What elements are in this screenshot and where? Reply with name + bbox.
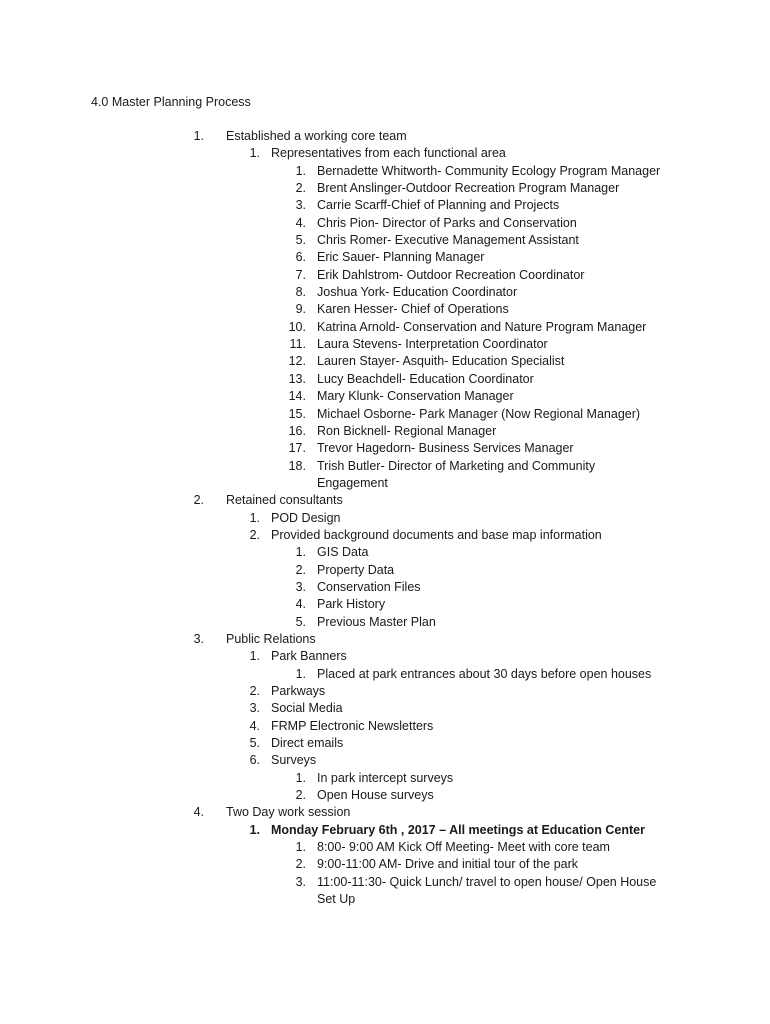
outline-item-text: Ron Bicknell- Regional Manager bbox=[317, 423, 497, 438]
outline-item-number: 6. bbox=[295, 250, 306, 265]
outline-item-number: 5. bbox=[249, 736, 260, 751]
outline-item-number: 7. bbox=[295, 267, 306, 282]
outline-item-text: Lucy Beachdell- Education Coordinator bbox=[317, 371, 534, 386]
outline-item-level-3 bbox=[0, 475, 770, 492]
outline-item-level-3 bbox=[0, 666, 770, 683]
outline-item-text: Representatives from each functional area bbox=[271, 146, 506, 161]
outline-item-text: Social Media bbox=[271, 701, 343, 716]
outline-item-level-3 bbox=[0, 544, 770, 561]
outline-item-number: 1. bbox=[249, 649, 260, 664]
outline-item-text: Trevor Hagedorn- Business Services Manager bbox=[317, 441, 574, 456]
outline-item-text: Two Day work session bbox=[226, 805, 351, 820]
outline-item-number: 1. bbox=[249, 510, 260, 525]
outline-item-number: 11. bbox=[289, 337, 306, 352]
outline-item-level-3 bbox=[0, 787, 770, 804]
outline-item-level-1 bbox=[0, 492, 770, 509]
outline-item-level-3 bbox=[0, 267, 770, 284]
outline-item-text: Provided background documents and base map information bbox=[271, 527, 602, 542]
outline-item-text: Trish Butler- Director of Marketing and Community bbox=[317, 458, 596, 473]
outline-item-level-3 bbox=[0, 215, 770, 232]
outline-item-number: 18. bbox=[288, 458, 306, 473]
outline-item-text: 11:00-11:30- Quick Lunch/ travel to open house/ Open House bbox=[317, 874, 657, 889]
outline-item-level-3 bbox=[0, 770, 770, 787]
outline-item-number: 4. bbox=[295, 215, 306, 230]
outline-item-level-3 bbox=[0, 596, 770, 613]
outline-item-text: Park History bbox=[317, 597, 386, 612]
outline-item-text: Placed at park entrances about 30 days before open houses bbox=[317, 666, 652, 681]
outline-item-number: 2. bbox=[295, 857, 306, 872]
outline-item-text: Eric Sauer- Planning Manager bbox=[317, 250, 485, 265]
outline-item-level-3 bbox=[0, 197, 770, 214]
outline-item-text: Bernadette Whitworth- Community Ecology Program Manager bbox=[317, 163, 661, 178]
outline-item-level-3 bbox=[0, 388, 770, 405]
outline-item-number: 1. bbox=[193, 129, 204, 143]
outline-item-text: Open House surveys bbox=[317, 788, 434, 803]
outline-item-level-3 bbox=[0, 856, 770, 873]
outline-item-level-3 bbox=[0, 614, 770, 631]
outline-item-level-1 bbox=[0, 128, 770, 145]
outline-item-number: 1. bbox=[249, 146, 260, 161]
outline-item-text: POD Design bbox=[271, 510, 341, 525]
outline-item-text: Karen Hesser- Chief of Operations bbox=[317, 302, 509, 317]
outline-item-text: Lauren Stayer- Asquith- Education Specialist bbox=[317, 354, 565, 369]
outline-item-text: Engagement bbox=[317, 475, 388, 490]
outline-item-number: 1. bbox=[295, 163, 306, 178]
outline-item-number: 2. bbox=[249, 527, 260, 542]
outline-item-number: 2. bbox=[295, 181, 306, 196]
outline-item-level-2 bbox=[0, 718, 770, 735]
outline-item-level-3 bbox=[0, 874, 770, 891]
outline-item-text: In park intercept surveys bbox=[317, 770, 454, 785]
outline-item-number: 4. bbox=[193, 805, 204, 820]
outline-item-number: 3. bbox=[295, 874, 306, 889]
outline-item-number: 3. bbox=[295, 198, 306, 213]
outline-item-number: 3. bbox=[295, 579, 306, 594]
outline-item-number: 4. bbox=[295, 597, 306, 612]
outline-item-text: 8:00- 9:00 AM Kick Off Meeting- Meet with core team bbox=[317, 840, 610, 855]
outline-item-number: 1. bbox=[295, 770, 306, 785]
outline-item-number: 1. bbox=[295, 545, 306, 560]
outline-item-level-3 bbox=[0, 891, 770, 908]
outline-item-text: Retained consultants bbox=[226, 493, 343, 508]
outline-item-number: 2. bbox=[295, 788, 306, 803]
outline-item-level-3 bbox=[0, 458, 770, 475]
outline-item-level-2 bbox=[0, 752, 770, 769]
outline-item-level-3 bbox=[0, 336, 770, 353]
outline-item-number: 15. bbox=[288, 406, 306, 421]
outline-item-text: Public Relations bbox=[226, 631, 316, 646]
outline-item-level-2 bbox=[0, 700, 770, 717]
outline-item-number: 4. bbox=[249, 718, 260, 733]
outline-item-text: Chris Pion- Director of Parks and Conservation bbox=[317, 215, 577, 230]
outline-item-text: 9:00-11:00 AM- Drive and initial tour of the park bbox=[317, 857, 579, 872]
outline-item-text: Carrie Scarff-Chief of Planning and Projects bbox=[317, 198, 560, 213]
outline-item-text: Joshua York- Education Coordinator bbox=[317, 285, 518, 300]
outline-item-text: Chris Romer- Executive Management Assistant bbox=[317, 233, 579, 248]
outline-item-number: 3. bbox=[193, 631, 204, 646]
outline-item-level-3 bbox=[0, 579, 770, 596]
outline-item-level-3 bbox=[0, 839, 770, 856]
outline-item-number: 10. bbox=[288, 319, 306, 334]
outline-item-number: 16. bbox=[288, 423, 306, 438]
outline-item-number: 8. bbox=[295, 285, 306, 300]
outline-list bbox=[0, 128, 770, 908]
outline-item-level-3 bbox=[0, 319, 770, 336]
outline-item-text: FRMP Electronic Newsletters bbox=[271, 718, 434, 733]
outline-item-level-3 bbox=[0, 180, 770, 197]
outline-item-number: 2. bbox=[295, 562, 306, 577]
outline-item-level-3 bbox=[0, 423, 770, 440]
outline-item-number: 9. bbox=[295, 302, 306, 317]
outline-item-number: 1. bbox=[295, 840, 306, 855]
outline-item-level-3 bbox=[0, 440, 770, 457]
outline-item-number: 13. bbox=[288, 371, 306, 386]
outline-item-number: 3. bbox=[249, 701, 260, 716]
outline-item-text: Established a working core team bbox=[226, 129, 407, 143]
outline-item-level-3 bbox=[0, 163, 770, 180]
outline-item-level-3 bbox=[0, 562, 770, 579]
outline-item-level-2 bbox=[0, 822, 770, 839]
outline-item-level-3 bbox=[0, 371, 770, 388]
outline-item-text: Mary Klunk- Conservation Manager bbox=[317, 389, 514, 404]
outline-item-number: 1. bbox=[249, 822, 260, 837]
outline-item-number: 2. bbox=[193, 493, 204, 508]
outline-item-level-2 bbox=[0, 145, 770, 162]
outline-item-text: Laura Stevens- Interpretation Coordinator bbox=[317, 337, 548, 352]
outline-item-number: 1. bbox=[295, 666, 306, 681]
outline-item-level-2 bbox=[0, 735, 770, 752]
outline-item-level-2 bbox=[0, 648, 770, 665]
outline-item-text: Direct emails bbox=[271, 736, 344, 751]
outline-item-level-3 bbox=[0, 406, 770, 423]
outline-item-number: 2. bbox=[249, 684, 260, 698]
outline-item-number: 12. bbox=[288, 354, 306, 369]
outline-item-text: GIS Data bbox=[317, 545, 369, 560]
outline-item-level-2 bbox=[0, 527, 770, 544]
outline-item-number: 14. bbox=[288, 389, 306, 404]
outline-item-text: Conservation Files bbox=[317, 579, 421, 594]
outline-item-level-3 bbox=[0, 353, 770, 370]
outline-item-level-3 bbox=[0, 249, 770, 266]
outline-item-level-2 bbox=[0, 510, 770, 527]
outline-item-text: Michael Osborne- Park Manager (Now Regional Manager) bbox=[317, 406, 641, 421]
outline-item-text: Monday February 6th , 2017 – All meetings at Education Center bbox=[271, 822, 645, 837]
outline-item-level-3 bbox=[0, 301, 770, 318]
outline-item-text: Erik Dahlstrom- Outdoor Recreation Coordinator bbox=[317, 267, 585, 282]
outline-item-text: Previous Master Plan bbox=[317, 614, 436, 629]
outline-item-number: 6. bbox=[249, 753, 260, 768]
outline-item-text: Park Banners bbox=[271, 649, 347, 664]
outline-item-number: 17. bbox=[288, 441, 306, 456]
outline-item-text: Brent Anslinger-Outdoor Recreation Program Manager bbox=[317, 181, 620, 196]
outline-item-text: Set Up bbox=[317, 892, 356, 907]
outline-item-text: Property Data bbox=[317, 562, 395, 577]
outline-item-level-3 bbox=[0, 232, 770, 249]
outline-item-text: Parkways bbox=[271, 684, 326, 698]
outline-item-level-1 bbox=[0, 804, 770, 821]
outline-item-level-1 bbox=[0, 631, 770, 648]
outline-item-level-2 bbox=[0, 683, 770, 700]
section-heading: 4.0 Master Planning Process bbox=[91, 95, 251, 109]
outline-item-text: Surveys bbox=[271, 753, 317, 768]
outline-item-number: 5. bbox=[295, 614, 306, 629]
outline-item-level-3 bbox=[0, 284, 770, 301]
outline-item-number: 5. bbox=[295, 233, 306, 248]
outline-item-text: Katrina Arnold- Conservation and Nature Program Manager bbox=[317, 319, 647, 334]
